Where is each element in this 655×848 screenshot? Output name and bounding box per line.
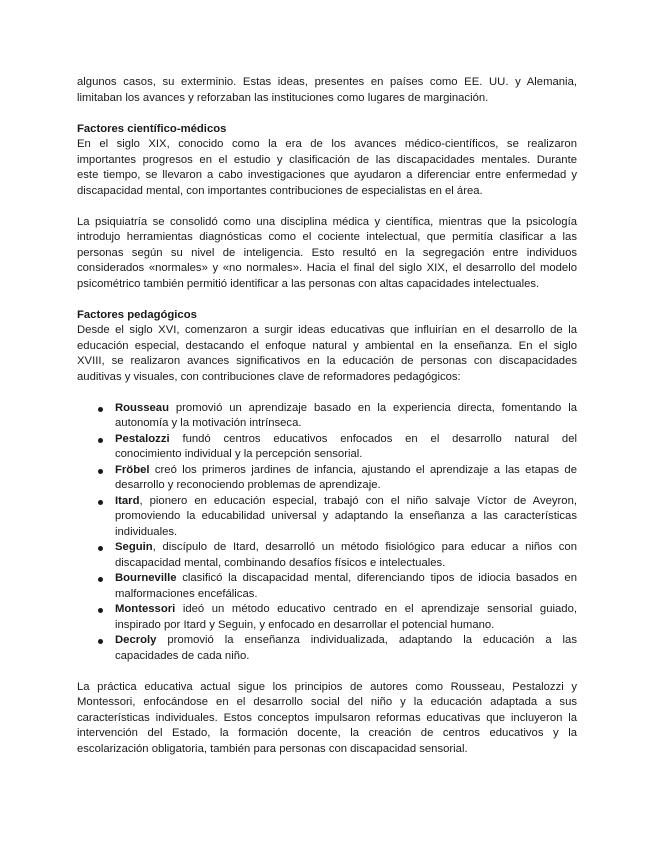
list-item: [77, 463, 577, 494]
text-line: intervención del Estado, la formación docente, la creación de centros educativos y la: [77, 727, 577, 739]
text-line: escolarización obligatoria, también para personas con discapacidad sensorial.: [77, 742, 468, 755]
list-item: [77, 633, 577, 664]
bullet-icon: [98, 577, 103, 582]
text-line: inspirado por Itard y Seguin, y enfocado en desarrollar el potencial humano.: [115, 618, 495, 631]
paragraph: [77, 323, 577, 385]
item-text: promovió un aprendizaje basado en la experiencia directa, fomentando la: [169, 401, 577, 414]
text-line: psicométrico también permitió identificar a las personas con altas capacidades intelectuales.: [77, 277, 540, 290]
author-name: Itard: [115, 494, 140, 507]
text-line: Desde el siglo XVI, comenzaron a surgir ideas educativas que influirían en el desarrollo de la: [77, 324, 577, 336]
author-name: Fröbel: [115, 463, 150, 476]
text-line: discapacidad mental, combinando desafíos físicos e intelectuales.: [115, 556, 446, 569]
bullet-icon: [98, 608, 103, 613]
text-line: [115, 571, 577, 587]
text-line: auditivas y visuales, con contribuciones clave de reformadores pedagógicos:: [77, 370, 461, 383]
spacer: [77, 664, 577, 680]
text-line: educación especial, destacando el enfoque natural y ambiental en la enseñanza. En el siglo: [77, 339, 577, 352]
text-line: [115, 540, 577, 556]
item-text: promovió la enseñanza individualizada, adaptando la educación a las: [156, 634, 577, 646]
text-line: La práctica educativa actual sigue los principios de autores como Rousseau, Pestalozzi y: [77, 680, 577, 693]
item-text: creó los primeros jardines de infancia, ajustando el aprendizaje a las etapas de: [149, 463, 577, 476]
section-heading: Factores pedagógicos: [77, 308, 197, 321]
text-line: personas según su nivel de inteligencia. Esto resultó en la segregación entre individuos: [77, 246, 577, 259]
author-name: Montessori: [115, 603, 176, 615]
spacer: [77, 199, 577, 215]
item-text: , pionero en educación especial, trabajó con el niño salvaje Víctor de Aveyron,: [139, 494, 577, 507]
list-item: [77, 432, 577, 463]
bullet-icon: [98, 438, 103, 443]
text-line: malformaciones encefálicas.: [115, 587, 258, 600]
text-line: este tiempo, se llevaron a cabo investigaciones que ayudaron a diferenciar entre enfermedad y: [77, 169, 577, 181]
text-line: [115, 463, 577, 479]
text-line: [115, 432, 577, 448]
item-text: clasificó la discapacidad mental, diferenciando tipos de idiocia basados en: [176, 572, 577, 584]
bullet-icon: [98, 407, 103, 412]
list-item: [77, 401, 577, 432]
paragraph: [77, 215, 577, 293]
text-line: introdujo herramientas diagnósticas como el cociente intelectual, que permitía clasificar a las: [77, 231, 577, 243]
text-line: Montessori, enfocándose en el desarrollo social del niño y la educación adaptada a sus: [77, 696, 577, 708]
item-text: , discípulo de Itard, desarrolló un método fisiológico para educar a niños con: [152, 541, 577, 553]
text-line: conocimiento individual y la percepción sensorial.: [115, 448, 363, 460]
text-line: [115, 401, 577, 417]
bullet-icon: [98, 546, 103, 551]
text-line: XVIII, se realizaron avances significativos en la educación de personas con discapacidades: [77, 355, 577, 367]
paragraph: [77, 680, 577, 758]
paragraph: [77, 137, 577, 199]
spacer: [77, 292, 577, 308]
text-line: La psiquiatría se consolidó como una disciplina médica y científica, mientras que la psicología: [77, 215, 577, 228]
text-line: promoviendo la educabilidad universal y adaptando la enseñanza a las características: [115, 510, 577, 522]
item-text: fundó centros educativos enfocados en el desarrollo natural del: [169, 432, 577, 445]
text-line: autonomía y la motivación intrínseca.: [115, 417, 302, 429]
list-item: [77, 602, 577, 633]
spacer: [77, 106, 577, 122]
spacer: [77, 385, 577, 401]
bullet-icon: [98, 469, 103, 474]
author-name: Decroly: [115, 634, 157, 646]
text-line: individuales.: [115, 525, 178, 538]
text-line: características individuales. Estos conceptos impulsaron reformas educativas que incluyeron la: [77, 711, 577, 724]
text-line: algunos casos, su exterminio. Estas ideas, presentes en países como EE. UU. y Alemania,: [77, 76, 577, 88]
list-item: [77, 494, 577, 541]
section-heading: Factores científico-médicos: [77, 122, 227, 135]
text-line: considerados «normales» y «no normales». Hacia el final del siglo XIX, el desarrollo del modelo: [77, 262, 577, 274]
text-line: En el siglo XIX, conocido como la era de los avances médico-científicos, se realizaron: [77, 138, 577, 150]
text-line: discapacidad mental, con importantes contribuciones de especialistas en el área.: [77, 184, 483, 197]
text-line: [115, 494, 577, 510]
list-item: [77, 540, 577, 571]
author-name: Bourneville: [115, 572, 177, 584]
bullet-icon: [98, 500, 103, 505]
text-line: importantes progresos en el estudio y clasificación de las discapacidades mentales. Durante: [77, 153, 577, 166]
text-line: desarrollo y reconociendo problemas de aprendizaje.: [115, 479, 381, 491]
author-name: Seguin: [115, 541, 153, 553]
author-name: Rousseau: [115, 401, 169, 414]
item-text: ideó un método educativo centrado en el aprendizaje sensorial guiado,: [175, 603, 577, 615]
bullet-icon: [98, 639, 103, 644]
text-line: [115, 633, 577, 649]
document-page: [77, 75, 577, 757]
text-line: [115, 602, 577, 618]
paragraph: [77, 75, 577, 106]
text-line: capacidades de cada niño.: [115, 649, 250, 662]
author-name: Pestalozzi: [115, 432, 170, 445]
list-item: [77, 571, 577, 602]
text-line: limitaban los avances y reforzaban las instituciones como lugares de marginación.: [77, 91, 489, 104]
